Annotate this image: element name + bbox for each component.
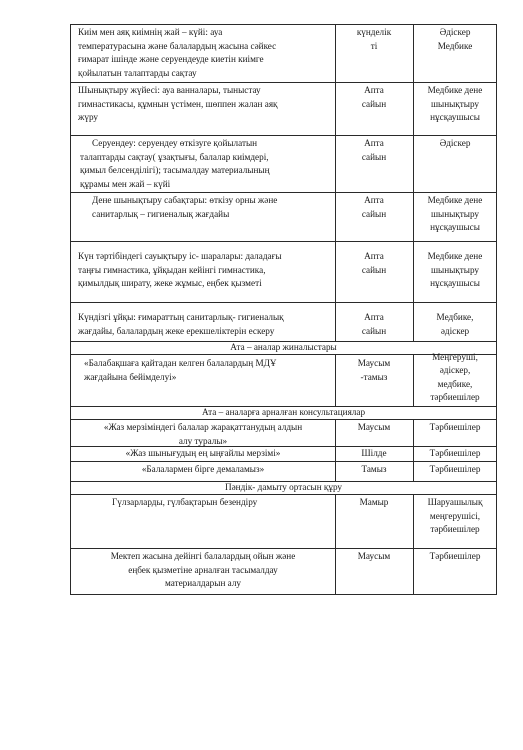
row-line xyxy=(70,548,497,549)
table-row-3-responsible xyxy=(414,137,496,151)
text-line: Гүлзарларды, гүлбақтарын безендіру xyxy=(112,497,258,507)
row-line xyxy=(70,302,497,303)
text-line: әдіскер xyxy=(440,325,470,336)
text-line: Медбике xyxy=(437,40,473,51)
text-line: Күн тәртібіндегі сауықтыру іс- шаралары: даладағы xyxy=(78,251,282,261)
row-line xyxy=(70,192,497,193)
table-divider-period xyxy=(335,24,336,341)
table-row-2-period xyxy=(336,84,412,111)
text-line: медбике, xyxy=(437,378,473,389)
text-line: Апта xyxy=(364,195,384,205)
text-line: Апта xyxy=(364,251,384,261)
table-row-1-responsible xyxy=(414,26,496,53)
text-line: тәрбиешілер xyxy=(430,524,480,535)
text-line: әдіскер, xyxy=(439,365,471,376)
row-line xyxy=(70,24,497,25)
text-line: Күндізгі ұйқы: ғимараттың санитарлық- гигиеналық xyxy=(78,312,284,322)
text-line: Киім мен аяқ киімнің жай – күйі: ауа xyxy=(78,27,223,37)
consultation-row-2-period: Шілде xyxy=(361,448,387,458)
text-line: Меңгеруші, xyxy=(432,352,478,362)
text-line: Апта xyxy=(364,85,384,95)
text-line: Медбике дене xyxy=(427,195,483,205)
table-border-right xyxy=(496,24,497,594)
text-line: таңғы гимнастика, ұйқыдан кейінгі гимнастика, xyxy=(78,264,266,275)
table-row-1-period xyxy=(336,26,412,53)
row-line xyxy=(70,461,497,462)
text-line: сайын xyxy=(361,264,387,275)
text-line: қойылатын талаптарды сақтау xyxy=(78,67,197,78)
environment-row-2-activity xyxy=(72,550,334,591)
text-line: жағдайы, балалардың жеке ерекшеліктерін ескеру xyxy=(78,325,275,336)
text-line: Апта xyxy=(364,138,384,148)
consultation-row-1-period: Маусым xyxy=(357,422,391,432)
table-divider-responsible xyxy=(413,24,414,341)
text-line: «Жаз шынығудың ең ыңғайлы мерзімі» xyxy=(125,448,281,458)
table-row-6-period xyxy=(336,311,412,338)
text-line: Серуендеу: серуендеу өткізуге қойылатын xyxy=(92,138,258,148)
table-row-5-period xyxy=(336,250,412,277)
text-line: алу туралы» xyxy=(178,435,228,446)
text-line: ғимарат ішінде және серуендеуде киетін киімге xyxy=(78,54,264,65)
environment-row-2-period: Маусым xyxy=(357,551,391,561)
section-heading-environment: Пәндік- дамыту ортасын құру xyxy=(224,482,343,492)
table-row-4-period xyxy=(336,194,412,221)
consultation-row-3-responsible: Тәрбиешілер xyxy=(429,464,481,474)
table-border-left xyxy=(70,24,71,594)
table-row-6-activity xyxy=(78,311,333,338)
text-line: нұсқаушысы xyxy=(430,278,480,289)
text-line: күнделік xyxy=(356,27,392,37)
row-line xyxy=(70,594,497,595)
text-line: санитарлық – гигиеналық жағдайы xyxy=(92,208,230,219)
text-line: қимылдық ширату, жеке жұмыс, еңбек қызметі xyxy=(78,278,262,289)
text-line: Шаруашылық xyxy=(427,497,483,507)
text-line: температурасына және балалардың жасына сәйкес xyxy=(78,40,277,51)
text-line: нұсқаушысы xyxy=(430,112,480,123)
text-line: «Жаз мерзіміндегі балалар жарақаттанудың алдын xyxy=(103,422,303,432)
environment-row-1-period: Мамыр xyxy=(359,497,389,507)
text-line: сайын xyxy=(361,325,387,336)
text-line: Апта xyxy=(364,312,384,322)
text-line: нұсқаушысы xyxy=(430,222,480,233)
section-heading-consultations: Ата – аналарға арналған консультациялар xyxy=(201,407,366,417)
meeting-row-responsible xyxy=(414,351,496,405)
table-row-6-responsible xyxy=(414,311,496,338)
environment-row-1-activity xyxy=(112,496,333,510)
table-row-3-period xyxy=(336,137,412,164)
text-line: жағдайына бейімделуі» xyxy=(84,371,177,382)
table-row-2-activity xyxy=(78,84,333,125)
text-line: қимыл белсенділігі); тасымалдау материалының xyxy=(80,165,270,176)
text-line: Медбике дене xyxy=(427,85,483,95)
text-line: тәрбиешілер xyxy=(430,392,480,403)
meeting-row-period xyxy=(336,357,412,384)
text-line: жүру xyxy=(78,112,99,123)
text-line: Шынықтыру жүйесі: ауа ванналары, тыныстау xyxy=(78,85,261,95)
text-line: Дене шынықтыру сабақтары: өткізу орны және xyxy=(92,195,278,205)
consultation-row-3-period: Тамыз xyxy=(361,464,387,474)
text-line: шынықтыру xyxy=(430,98,480,109)
text-line: Маусым xyxy=(357,358,391,368)
table-row-5-activity xyxy=(78,250,333,291)
text-line: меңгерушісі, xyxy=(429,510,481,521)
text-line: Әдіскер xyxy=(439,27,471,37)
table-row-2-responsible xyxy=(414,84,496,125)
row-line xyxy=(70,241,497,242)
text-line: Тәрбиешілер xyxy=(429,551,481,561)
consultation-row-1-activity xyxy=(72,421,334,448)
table-row-1-activity xyxy=(78,26,333,80)
text-line: гимнастикасы, құмнын үстімен, шөппен жалан аяқ xyxy=(78,98,278,109)
table-row-5-responsible xyxy=(414,250,496,291)
consultation-row-1-responsible: Тәрбиешілер xyxy=(429,422,481,432)
text-line: Медбике, xyxy=(436,312,474,322)
text-line: «Балалармен бірге демаламыз» xyxy=(141,464,265,474)
meeting-row-activity xyxy=(84,357,333,384)
row-line xyxy=(70,82,497,83)
text-line: -тамыз xyxy=(360,371,388,382)
text-line: сайын xyxy=(361,98,387,109)
table-row-3-activity xyxy=(80,137,333,191)
text-line: сайын xyxy=(361,151,387,162)
text-line: сайын xyxy=(361,208,387,219)
environment-row-1-responsible xyxy=(414,496,496,537)
text-line: талаптарды сақтау( ұзақтығы, балалар киімдері, xyxy=(80,151,269,162)
row-line xyxy=(70,135,497,136)
consultation-row-2-activity xyxy=(72,447,334,461)
table-row-4-responsible xyxy=(414,194,496,235)
text-line: Әдіскер xyxy=(439,138,471,148)
consultation-row-2-responsible: Тәрбиешілер xyxy=(429,448,481,458)
text-line: еңбек қызметіне арналған тасымалдау xyxy=(128,564,278,575)
text-line: Медбике дене xyxy=(427,251,483,261)
text-line: ті xyxy=(370,40,378,51)
text-line: «Балабақшаға қайтадан келген балалардың МДҰ xyxy=(84,358,277,368)
table-row-4-activity xyxy=(92,194,333,221)
text-line: құрамы мен жай – күйі xyxy=(80,178,171,189)
text-line: Мектеп жасына дейінгі балалардың ойын және xyxy=(110,551,296,561)
environment-row-2-responsible xyxy=(414,550,496,564)
text-line: материалдарын алу xyxy=(164,578,241,589)
consultation-row-3-activity xyxy=(72,463,334,477)
text-line: шынықтыру xyxy=(430,208,480,219)
text-line: шынықтыру xyxy=(430,264,480,275)
section-heading-parents-meetings: Ата – аналар жиналыстары xyxy=(230,342,337,352)
